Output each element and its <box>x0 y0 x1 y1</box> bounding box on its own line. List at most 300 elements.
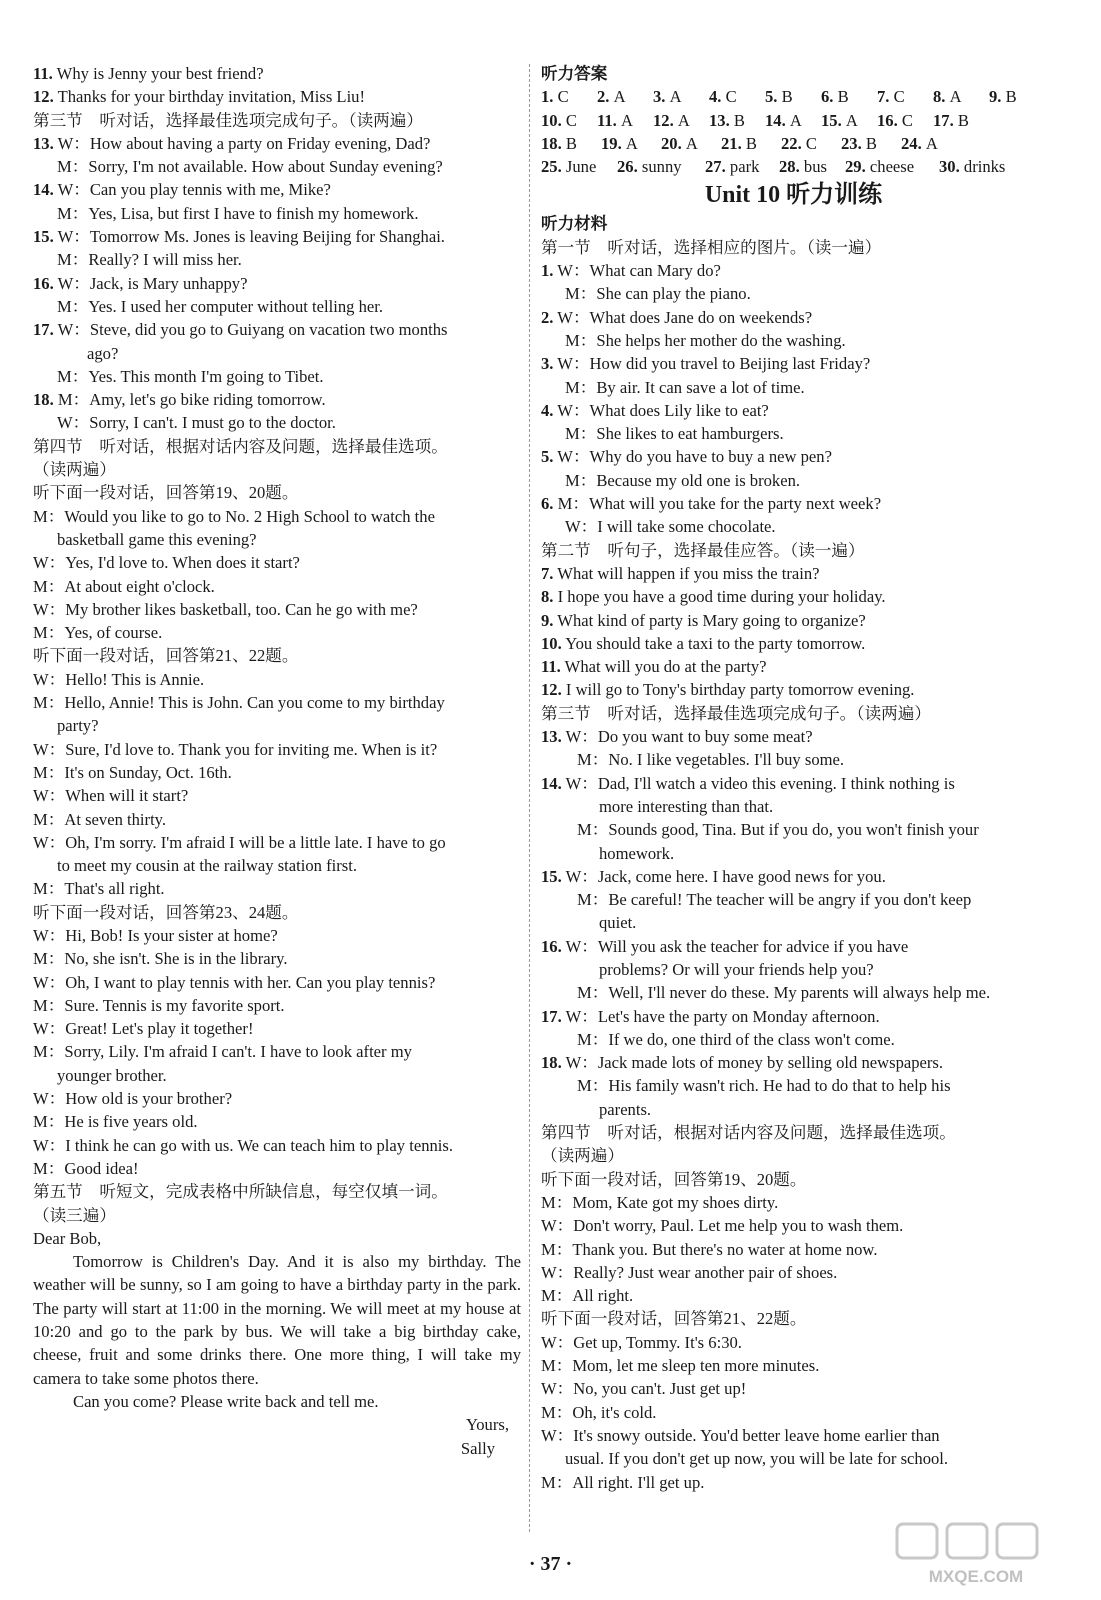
item-number: 16. <box>33 273 54 293</box>
answer-value: drinks <box>963 157 1006 177</box>
line-text: M：Would you like to go to No. 2 High School to watch the <box>33 506 435 526</box>
line-text: M：Sure. Tennis is my favorite sport. <box>33 995 285 1015</box>
answer-value: A <box>625 133 638 153</box>
answer-number: 13. <box>709 110 730 130</box>
text-line <box>541 1238 1046 1261</box>
answer-number: 9. <box>989 87 1002 107</box>
answer-number: 23. <box>841 133 862 153</box>
line-text: M：She can play the piano. <box>565 284 751 304</box>
line-text: quiet. <box>599 913 637 933</box>
line-text: 第五节 听短文，完成表格中所缺信息，每空仅填一词。 <box>33 1182 448 1202</box>
line-text: M：All right. <box>541 1286 634 1306</box>
line-text: M：Hello, Annie! This is John. Can you come to my birthday <box>33 693 445 713</box>
text-line <box>33 1064 521 1087</box>
text-line <box>541 1284 1046 1307</box>
answer-value: A <box>845 110 858 130</box>
line-text: M：Yes, Lisa, but first I have to finish my homework. <box>57 203 419 223</box>
line-text: M：Mom, let me sleep ten more minutes. <box>541 1356 820 1376</box>
line-text: W：How old is your brother? <box>33 1089 233 1109</box>
text-line <box>541 1074 1046 1097</box>
answer-number: 24. <box>901 133 922 153</box>
line-text: 听下面一段对话，回答第21、22题。 <box>33 646 299 666</box>
answer-item <box>845 155 939 178</box>
text-line <box>33 528 521 551</box>
text-line <box>33 971 521 994</box>
text-line <box>541 1354 1046 1377</box>
text-line <box>541 1191 1046 1214</box>
text-line <box>541 352 1046 375</box>
column-divider <box>529 64 530 1532</box>
text-line <box>33 761 521 784</box>
text-line <box>33 342 521 365</box>
line-text: Why is Jenny your best friend? <box>52 64 264 83</box>
answer-value: A <box>620 110 633 130</box>
text-line <box>33 668 521 691</box>
text-line <box>33 1017 521 1040</box>
line-text: W：Hi, Bob! Is your sister at home? <box>33 925 278 945</box>
text-line <box>541 1471 1046 1494</box>
letter-sign-name: Sally <box>460 1438 495 1458</box>
line-text: W：Hello! This is Annie. <box>33 669 205 689</box>
text-line <box>541 1028 1046 1051</box>
answer-value: B <box>837 87 849 107</box>
line-text: 听下面一段对话，回答第21、22题。 <box>541 1309 807 1329</box>
item-number: 17. <box>33 320 54 340</box>
item-number: 5. <box>541 447 554 467</box>
item-number: 18. <box>33 390 54 410</box>
text-line <box>541 632 1046 655</box>
left-column <box>33 62 521 1460</box>
text-line <box>541 1401 1046 1424</box>
text-line <box>33 784 521 807</box>
line-text: W：Great! Let's play it together! <box>33 1019 254 1039</box>
answer-number: 20. <box>661 133 682 153</box>
answer-item <box>541 155 617 178</box>
item-number: 16. <box>541 936 562 956</box>
text-line <box>33 1040 521 1063</box>
answer-value: bus <box>803 157 827 177</box>
answer-item <box>597 85 653 108</box>
line-text: I will go to Tony's birthday party tomorrow evening. <box>561 680 915 700</box>
line-text: parents. <box>599 1099 652 1119</box>
answers-heading: 听力答案 <box>541 64 608 83</box>
text-line <box>33 365 521 388</box>
answer-value: C <box>893 87 905 107</box>
answer-item <box>877 109 933 132</box>
answer-item <box>541 109 597 132</box>
line-text: W：How did you travel to Beijing last Friday? <box>553 354 871 374</box>
answer-item <box>541 132 601 155</box>
text-line <box>541 1447 1046 1470</box>
text-line <box>541 329 1046 352</box>
line-text: You should take a taxi to the party tomorrow. <box>561 633 866 653</box>
unit-title: Unit 10 听力训练 <box>704 182 883 209</box>
line-text: W：Dad, I'll watch a video this evening. I think nothing is <box>561 773 955 793</box>
text-line <box>33 1204 521 1227</box>
answer-value: sunny <box>641 157 682 177</box>
right-dialogue-lines <box>541 236 1046 1494</box>
line-text: W：What does Jane do on weekends? <box>553 307 813 327</box>
text-line <box>541 282 1046 305</box>
text-line <box>33 85 521 108</box>
answer-value: cheese <box>869 157 915 177</box>
line-text: M：She likes to eat hamburgers. <box>565 424 784 444</box>
letter-closing: Can you come? Please write back and tell me. <box>73 1391 379 1411</box>
line-text: M：It's on Sunday, Oct. 16th. <box>33 762 232 782</box>
line-text: M：Yes, of course. <box>33 623 163 643</box>
line-text: W：Tomorrow Ms. Jones is leaving Beijing for Shanghai. <box>53 227 445 247</box>
line-text: W：Yes, I'd love to. When does it start? <box>33 553 300 573</box>
line-text: party? <box>57 716 99 736</box>
text-line <box>541 469 1046 492</box>
line-text: W：Oh, I want to play tennis with her. Can you play tennis? <box>33 972 436 992</box>
item-number: 13. <box>33 133 54 153</box>
text-line <box>541 935 1046 958</box>
item-number: 12. <box>33 87 54 107</box>
answer-number: 19. <box>601 133 622 153</box>
line-text: M：Oh, it's cold. <box>541 1402 657 1422</box>
line-text: M：Be careful! The teacher will be angry if you don't keep <box>577 890 972 910</box>
text-line <box>33 621 521 644</box>
line-text: to meet my cousin at the railway station first. <box>57 856 358 876</box>
line-text: （读三遍） <box>33 1205 116 1225</box>
answer-number: 18. <box>541 133 562 153</box>
text-line <box>541 585 1046 608</box>
line-text: M：Sounds good, Tina. But if you do, you won't finish your <box>577 820 979 840</box>
answer-value: park <box>729 157 760 177</box>
line-text: W：Jack made lots of money by selling old newspapers. <box>561 1053 944 1073</box>
text-line <box>33 1110 521 1133</box>
text-line <box>33 901 521 924</box>
answer-row <box>541 85 1046 108</box>
text-line <box>541 306 1046 329</box>
page-number: · 37 · <box>528 1553 573 1575</box>
answer-number: 21. <box>721 133 742 153</box>
text-line <box>541 445 1046 468</box>
answer-item <box>781 132 841 155</box>
answer-item <box>601 132 661 155</box>
line-text: W：Can you play tennis with me, Mike? <box>53 180 331 200</box>
answer-item <box>821 85 877 108</box>
text-line <box>541 958 1046 981</box>
answer-item <box>597 109 653 132</box>
answer-item <box>721 132 781 155</box>
answer-value: A <box>613 87 626 107</box>
answer-item <box>661 132 721 155</box>
line-text: more interesting than that. <box>599 796 774 816</box>
text-line <box>33 947 521 970</box>
item-number: 9. <box>541 610 554 630</box>
answer-value: June <box>565 157 597 177</box>
text-line <box>541 842 1046 865</box>
answer-value: A <box>685 133 698 153</box>
answer-number: 17. <box>933 110 954 130</box>
line-text: W：Jack, come here. I have good news for you. <box>561 866 886 886</box>
text-line <box>33 318 521 341</box>
text-line <box>541 655 1046 678</box>
text-line <box>33 808 521 831</box>
answer-value: B <box>957 110 969 130</box>
text-line <box>33 202 521 225</box>
line-text: W：Get up, Tommy. It's 6:30. <box>541 1332 742 1352</box>
line-text: M：Amy, let's go bike riding tomorrow. <box>53 390 326 410</box>
answer-item <box>841 132 901 155</box>
text-line <box>541 1424 1046 1447</box>
line-text: W：Sorry, I can't. I must go to the doctor. <box>57 413 336 433</box>
text-line <box>33 481 521 504</box>
answer-value: A <box>677 110 690 130</box>
letter-body: Tomorrow is Children's Day. And it is also my birthday. The weather will be sunny, so I am going to have a birthday party in the park. The party will start at 11:00 in the morning. We will meet at my house at 10:20 and go to the park by bus. We will take a big birthday cake, cheese, fruit and some drinks there. One more thing, I will take my camera to take some photos there. <box>33 1252 521 1388</box>
answer-value: A <box>925 133 938 153</box>
text-line <box>33 1227 521 1250</box>
text-line <box>541 422 1046 445</box>
line-text: M：At about eight o'clock. <box>33 576 215 596</box>
item-number: 11. <box>33 64 53 83</box>
line-text: M：Yes. I used her computer without telling her. <box>57 296 383 316</box>
line-text: W：Really? Just wear another pair of shoes. <box>541 1262 838 1282</box>
item-number: 11. <box>541 657 561 677</box>
line-text: M：Good idea! <box>33 1158 139 1178</box>
line-text: M：No. I like vegetables. I'll buy some. <box>577 750 845 770</box>
text-line <box>541 1005 1046 1028</box>
answer-number: 1. <box>541 87 554 107</box>
answer-number: 6. <box>821 87 834 107</box>
answer-number: 5. <box>765 87 778 107</box>
line-text: M：At seven thirty. <box>33 809 167 829</box>
answer-item <box>617 155 705 178</box>
line-text: Thanks for your birthday invitation, Miss Liu! <box>53 87 366 107</box>
answer-item <box>653 85 709 108</box>
answer-item <box>821 109 877 132</box>
line-text: M：If we do, one third of the class won't come. <box>577 1029 895 1049</box>
item-number: 17. <box>541 1006 562 1026</box>
line-text: 第三节 听对话，选择最佳选项完成句子。（读两遍） <box>541 703 931 723</box>
text-line <box>541 492 1046 515</box>
line-text: W：Will you ask the teacher for advice if you have <box>561 936 909 956</box>
line-text: W：I will take some chocolate. <box>565 517 776 537</box>
answer-value: C <box>725 87 737 107</box>
text-line <box>541 1214 1046 1237</box>
line-text: homework. <box>599 843 675 863</box>
answer-item <box>939 155 1019 178</box>
line-text: M：All right. I'll get up. <box>541 1472 705 1492</box>
answer-number: 26. <box>617 157 638 177</box>
line-text: W：Let's have the party on Monday afternoon. <box>561 1006 880 1026</box>
line-text: W：How about having a party on Friday evening, Dad? <box>53 133 431 153</box>
line-text: M：That's all right. <box>33 879 165 899</box>
line-text: younger brother. <box>57 1065 167 1085</box>
line-text: basketball game this evening? <box>57 529 257 549</box>
answer-item <box>779 155 845 178</box>
item-number: 15. <box>541 866 562 886</box>
answer-row <box>541 155 1046 178</box>
item-number: 10. <box>541 633 562 653</box>
text-line <box>33 248 521 271</box>
answer-value: C <box>901 110 913 130</box>
answer-item <box>933 85 989 108</box>
line-text: M：His family wasn't rich. He had to do that to help his <box>577 1076 951 1096</box>
text-line <box>541 609 1046 632</box>
line-text: M：She helps her mother do the washing. <box>565 330 846 350</box>
answer-value: C <box>557 87 569 107</box>
text-line <box>541 725 1046 748</box>
watermark-text: MXQE.COM <box>928 1567 1024 1586</box>
line-text: 第二节 听句子，选择最佳应答。（读一遍） <box>541 540 865 560</box>
text-line <box>541 515 1046 538</box>
text-line <box>33 458 521 481</box>
line-text: W：Jack, is Mary unhappy? <box>53 273 248 293</box>
item-number: 12. <box>541 680 562 700</box>
line-text: What will you do at the party? <box>560 657 767 677</box>
text-line <box>541 1051 1046 1074</box>
answer-item <box>933 109 989 132</box>
text-line <box>541 818 1046 841</box>
left-dialogue-lines <box>33 62 521 1250</box>
answer-number: 10. <box>541 110 562 130</box>
text-line <box>33 1087 521 1110</box>
text-line <box>33 295 521 318</box>
item-number: 4. <box>541 400 554 420</box>
line-text: M：No, she isn't. She is in the library. <box>33 949 288 969</box>
answer-value: B <box>1005 87 1017 107</box>
item-number: 7. <box>541 563 554 583</box>
line-text: M：Really? I will miss her. <box>57 250 242 270</box>
answer-value: B <box>565 133 577 153</box>
answer-value: B <box>781 87 793 107</box>
line-text: M：Because my old one is broken. <box>565 470 801 490</box>
answer-row <box>541 109 1046 132</box>
text-line <box>33 924 521 947</box>
text-line <box>33 644 521 667</box>
line-text: usual. If you don't get up now, you will be late for school. <box>565 1449 949 1469</box>
line-text: M：By air. It can save a lot of time. <box>565 377 805 397</box>
line-text: W：It's snowy outside. You'd better leave home earlier than <box>541 1425 940 1445</box>
answer-number: 7. <box>877 87 890 107</box>
line-text: 听下面一段对话，回答第19、20题。 <box>541 1169 807 1189</box>
answer-number: 12. <box>653 110 674 130</box>
line-text: problems? Or will your friends help you? <box>599 959 874 979</box>
text-line <box>541 1261 1046 1284</box>
text-line <box>33 132 521 155</box>
answer-value: A <box>949 87 962 107</box>
line-text: M：What will you take for the party next week? <box>553 494 882 514</box>
text-line <box>541 702 1046 725</box>
text-line <box>33 109 521 132</box>
answer-item <box>989 85 1045 108</box>
text-line <box>541 376 1046 399</box>
text-line <box>33 62 521 85</box>
line-text: 听下面一段对话，回答第19、20题。 <box>33 483 299 503</box>
line-text: 听下面一段对话，回答第23、24题。 <box>33 902 299 922</box>
text-line <box>541 236 1046 259</box>
line-text: 第四节 听对话，根据对话内容及问题，选择最佳选项。 <box>541 1123 956 1143</box>
text-line <box>541 259 1046 282</box>
text-line <box>33 691 521 714</box>
text-line <box>541 1098 1046 1121</box>
text-line <box>541 772 1046 795</box>
text-line <box>541 539 1046 562</box>
text-line <box>33 155 521 178</box>
item-number: 3. <box>541 354 554 374</box>
text-line <box>33 738 521 761</box>
answer-value: C <box>805 133 817 153</box>
text-line <box>33 272 521 295</box>
answer-item <box>901 132 961 155</box>
answer-row <box>541 132 1046 155</box>
answer-item <box>765 85 821 108</box>
text-line <box>541 1377 1046 1400</box>
text-line <box>33 1180 521 1203</box>
item-number: 1. <box>541 261 554 281</box>
line-text: 第一节 听对话，选择相应的图片。（读一遍） <box>541 237 882 257</box>
text-line <box>33 877 521 900</box>
text-line <box>33 854 521 877</box>
answer-number: 28. <box>779 157 800 177</box>
answer-number: 25. <box>541 157 562 177</box>
text-line <box>541 399 1046 422</box>
text-line <box>33 714 521 737</box>
text-line <box>541 1168 1046 1191</box>
line-text: W：No, you can't. Just get up! <box>541 1379 747 1399</box>
text-line <box>541 888 1046 911</box>
text-line <box>541 562 1046 585</box>
line-text: W：When will it start? <box>33 786 189 806</box>
answer-number: 29. <box>845 157 866 177</box>
answer-site-watermark-icon <box>891 1520 1061 1590</box>
text-line <box>541 678 1046 701</box>
text-line <box>33 225 521 248</box>
line-text: M：Well, I'll never do these. My parents will always help me. <box>577 983 991 1003</box>
line-text: M：Sorry, Lily. I'm afraid I can't. I have to look after my <box>33 1042 412 1062</box>
line-text: M：Yes. This month I'm going to Tibet. <box>57 366 324 386</box>
line-text: M：Thank you. But there's no water at home now. <box>541 1239 878 1259</box>
answer-item <box>765 109 821 132</box>
text-line <box>33 505 521 528</box>
answer-value: B <box>733 110 745 130</box>
text-line <box>33 388 521 411</box>
text-line <box>33 831 521 854</box>
text-line <box>33 435 521 458</box>
text-line <box>33 1157 521 1180</box>
text-line <box>33 411 521 434</box>
line-text: What will happen if you miss the train? <box>553 563 820 583</box>
text-line <box>33 178 521 201</box>
item-number: 18. <box>541 1053 562 1073</box>
answer-number: 16. <box>877 110 898 130</box>
line-text: W：I think he can go with us. We can teach him to play tennis. <box>33 1135 454 1155</box>
answer-number: 15. <box>821 110 842 130</box>
materials-heading: 听力材料 <box>541 214 608 234</box>
text-line <box>33 994 521 1017</box>
text-line <box>33 575 521 598</box>
line-text: Dear Bob, <box>33 1228 102 1248</box>
answer-item <box>541 85 597 108</box>
line-text: W：Steve, did you go to Guiyang on vacation two months <box>53 320 448 340</box>
answer-number: 11. <box>597 110 617 130</box>
line-text: （读两遍） <box>541 1146 624 1166</box>
item-number: 2. <box>541 307 554 327</box>
line-text: W：What can Mary do? <box>553 261 721 281</box>
answer-number: 27. <box>705 157 726 177</box>
line-text: W：Sure, I'd love to. Thank you for inviting me. When is it? <box>33 739 438 759</box>
text-line <box>541 911 1046 934</box>
answer-value: A <box>789 110 802 130</box>
answer-value: C <box>565 110 577 130</box>
text-line <box>541 865 1046 888</box>
text-line <box>541 748 1046 771</box>
answer-number: 2. <box>597 87 610 107</box>
line-text: W：Do you want to buy some meat? <box>561 727 813 747</box>
